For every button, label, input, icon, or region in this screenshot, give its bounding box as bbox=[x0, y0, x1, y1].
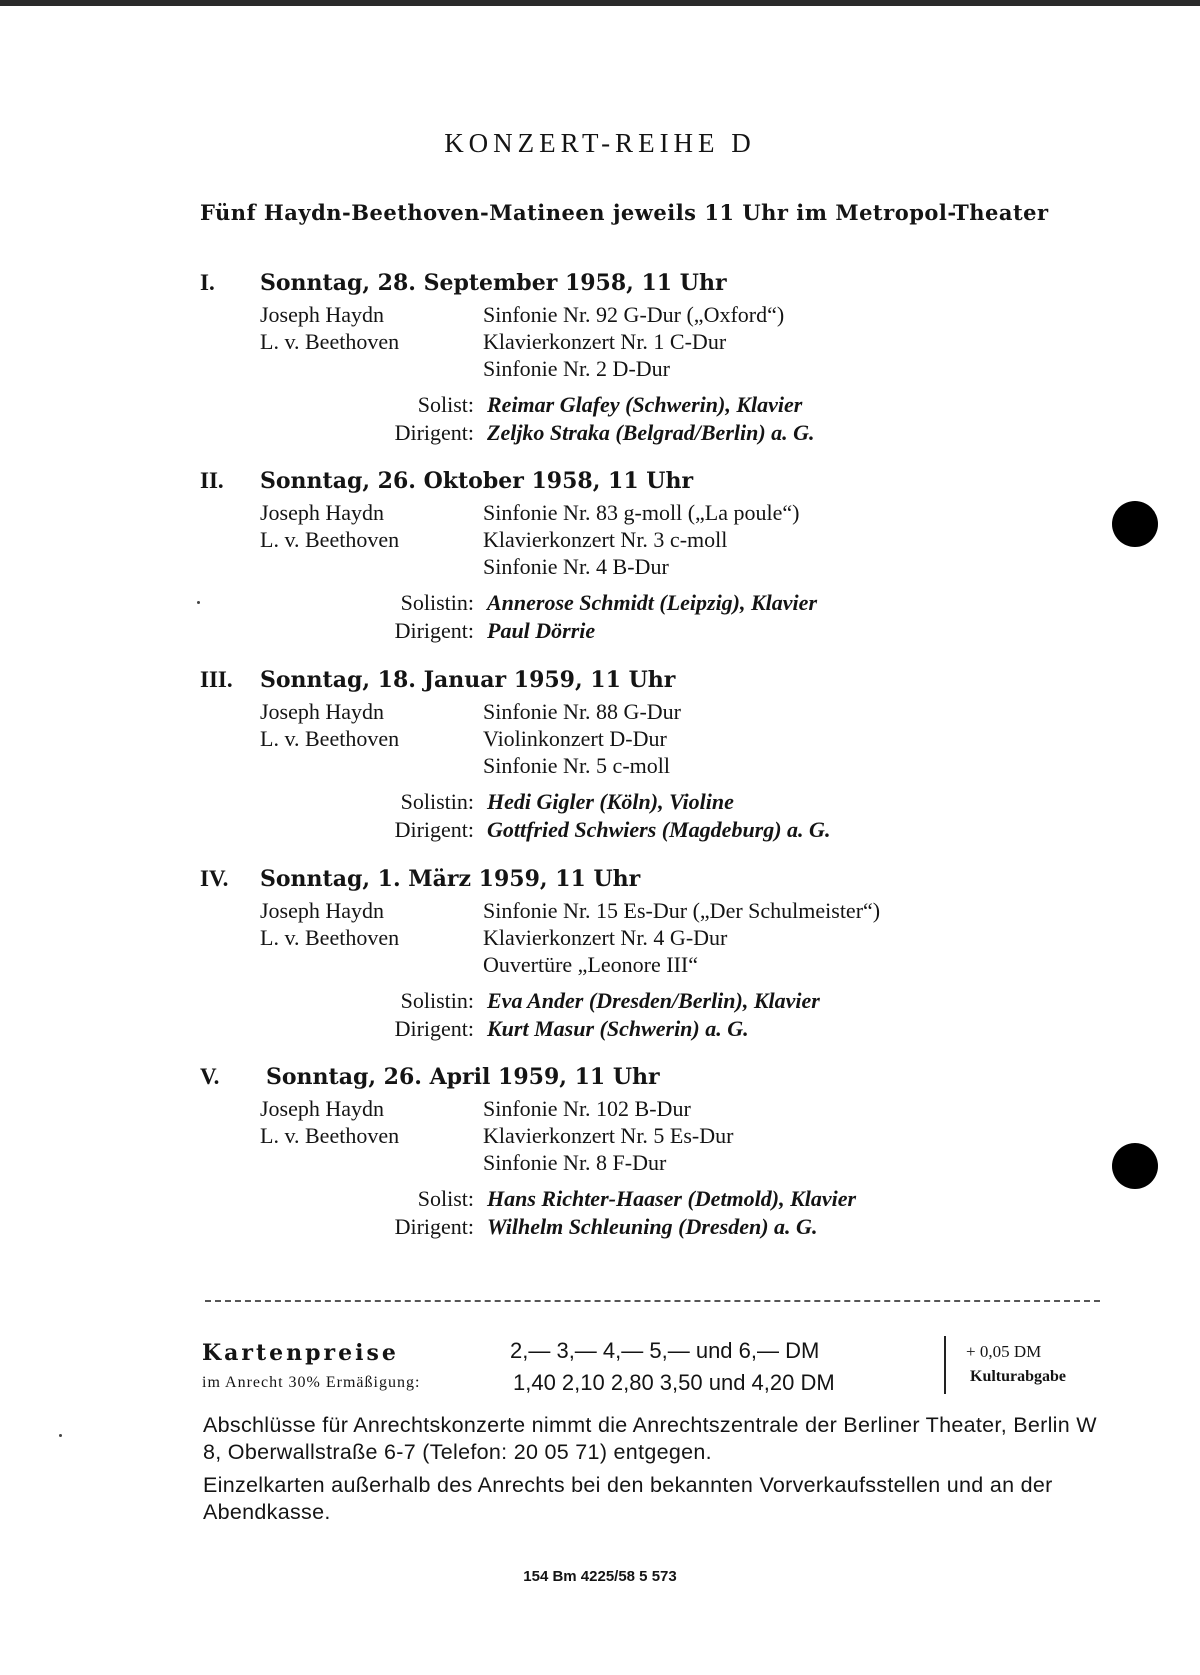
concert-date: Sonntag, 28. September 1958, 11 Uhr bbox=[260, 270, 727, 296]
series-subtitle: Fünf Haydn-Beethoven-Matineen jeweils 11 Uhr im Metropol-Theater bbox=[200, 200, 1049, 225]
work-item: Sinfonie Nr. 88 G-Dur bbox=[483, 699, 681, 724]
composer-beethoven: L. v. Beethoven bbox=[260, 527, 400, 552]
work-item: Sinfonie Nr. 2 D-Dur bbox=[483, 356, 670, 381]
reduced-price-row: 1,40 2,10 2,80 3,50 und 4,20 DM bbox=[513, 1370, 835, 1395]
composer-haydn: Joseph Haydn bbox=[260, 1096, 385, 1121]
work-item: Klavierkonzert Nr. 1 C-Dur bbox=[483, 329, 727, 354]
work-item: Ouvertüre „Leonore III“ bbox=[483, 952, 698, 977]
composer-haydn: Joseph Haydn bbox=[260, 898, 385, 923]
punch-hole-upper bbox=[1112, 501, 1158, 547]
ticket-prices-label: Kartenpreise bbox=[202, 1340, 399, 1366]
concert-numeral: V. bbox=[200, 1064, 220, 1089]
composer-haydn: Joseph Haydn bbox=[260, 699, 385, 724]
work-item: Sinfonie Nr. 8 F-Dur bbox=[483, 1150, 667, 1175]
work-item: Klavierkonzert Nr. 4 G-Dur bbox=[483, 925, 728, 950]
conductor-name: Kurt Masur (Schwerin) a. G. bbox=[487, 1016, 749, 1041]
soloist-role: Solistin: bbox=[400, 789, 474, 814]
conductor-role: Dirigent: bbox=[394, 1214, 474, 1239]
work-item: Sinfonie Nr. 4 B-Dur bbox=[483, 554, 669, 579]
culture-levy-amount: + 0,05 DM bbox=[966, 1342, 1042, 1361]
soloist-name: Hedi Gigler (Köln), Violine bbox=[487, 789, 734, 814]
soloist-role: Solistin: bbox=[400, 988, 474, 1013]
concert-numeral: IV. bbox=[200, 866, 229, 891]
soloist-role: Solist: bbox=[417, 392, 474, 417]
conductor-name: Paul Dörrie bbox=[487, 618, 596, 643]
conductor-role: Dirigent: bbox=[394, 420, 474, 445]
conductor-role: Dirigent: bbox=[394, 618, 474, 643]
conductor-role: Dirigent: bbox=[394, 1016, 474, 1041]
concert-date: Sonntag, 1. März 1959, 11 Uhr bbox=[260, 866, 641, 892]
conductor-name: Gottfried Schwiers (Magdeburg) a. G. bbox=[487, 817, 831, 842]
concert-numeral: I. bbox=[200, 270, 215, 295]
scan-speck bbox=[197, 601, 200, 604]
work-item: Sinfonie Nr. 102 B-Dur bbox=[483, 1096, 691, 1121]
full-price-row: 2,— 3,— 4,— 5,— und 6,— DM bbox=[510, 1338, 820, 1363]
soloist-name: Eva Ander (Dresden/Berlin), Klavier bbox=[487, 988, 820, 1013]
composer-beethoven: L. v. Beethoven bbox=[260, 329, 400, 354]
scan-speck bbox=[59, 1434, 62, 1437]
work-item: Klavierkonzert Nr. 3 c-moll bbox=[483, 527, 728, 552]
conductor-name: Zeljko Straka (Belgrad/Berlin) a. G. bbox=[487, 420, 815, 445]
soloist-name: Hans Richter-Haaser (Detmold), Klavier bbox=[487, 1186, 857, 1211]
soloist-name: Reimar Glafey (Schwerin), Klavier bbox=[487, 392, 803, 417]
page-title: KONZERT-REIHE D bbox=[444, 128, 756, 158]
scan-edge-line bbox=[0, 0, 1200, 6]
concert-date: Sonntag, 18. Januar 1959, 11 Uhr bbox=[260, 667, 676, 693]
subscription-note: Abschlüsse für Anrechtskonzerte nimmt die Anrechtszentrale der Berliner Theater, Berlin W 8, Oberwallstraße 6-7 (Telefon: 20 05 71) entgegen. bbox=[203, 1413, 1097, 1464]
single-ticket-note: Einzelkarten außerhalb des Anrechts bei den bekannten Vorverkaufsstellen und an der Abendkasse. bbox=[203, 1473, 1053, 1524]
composer-beethoven: L. v. Beethoven bbox=[260, 1123, 400, 1148]
work-item: Sinfonie Nr. 5 c-moll bbox=[483, 753, 670, 778]
price-brace bbox=[944, 1336, 958, 1394]
soloist-name: Annerose Schmidt (Leipzig), Klavier bbox=[487, 590, 817, 615]
concert-date: Sonntag, 26. Oktober 1958, 11 Uhr bbox=[260, 468, 694, 494]
work-item: Klavierkonzert Nr. 5 Es-Dur bbox=[483, 1123, 734, 1148]
punch-hole-lower bbox=[1112, 1143, 1158, 1189]
composer-beethoven: L. v. Beethoven bbox=[260, 925, 400, 950]
subscription-discount-label: im Anrecht 30% Ermäßigung: bbox=[202, 1374, 421, 1391]
work-item: Sinfonie Nr. 83 g-moll („La poule“) bbox=[483, 500, 800, 525]
work-item: Violinkonzert D-Dur bbox=[483, 726, 667, 751]
work-item: Sinfonie Nr. 92 G-Dur („Oxford“) bbox=[483, 302, 785, 327]
conductor-role: Dirigent: bbox=[394, 817, 474, 842]
concert-numeral: II. bbox=[200, 468, 224, 493]
work-item: Sinfonie Nr. 15 Es-Dur („Der Schulmeister“) bbox=[483, 898, 881, 923]
culture-levy-label: Kulturabgabe bbox=[970, 1368, 1067, 1385]
composer-haydn: Joseph Haydn bbox=[260, 500, 385, 525]
soloist-role: Solistin: bbox=[400, 590, 474, 615]
conductor-name: Wilhelm Schleuning (Dresden) a. G. bbox=[487, 1214, 818, 1239]
concert-date: Sonntag, 26. April 1959, 11 Uhr bbox=[266, 1064, 660, 1090]
composer-beethoven: L. v. Beethoven bbox=[260, 726, 400, 751]
soloist-role: Solist: bbox=[417, 1186, 474, 1211]
composer-haydn: Joseph Haydn bbox=[260, 302, 385, 327]
print-code: 154 Bm 4225/58 5 573 bbox=[523, 1568, 677, 1585]
concert-numeral: III. bbox=[200, 667, 233, 692]
section-divider bbox=[205, 1300, 1100, 1302]
